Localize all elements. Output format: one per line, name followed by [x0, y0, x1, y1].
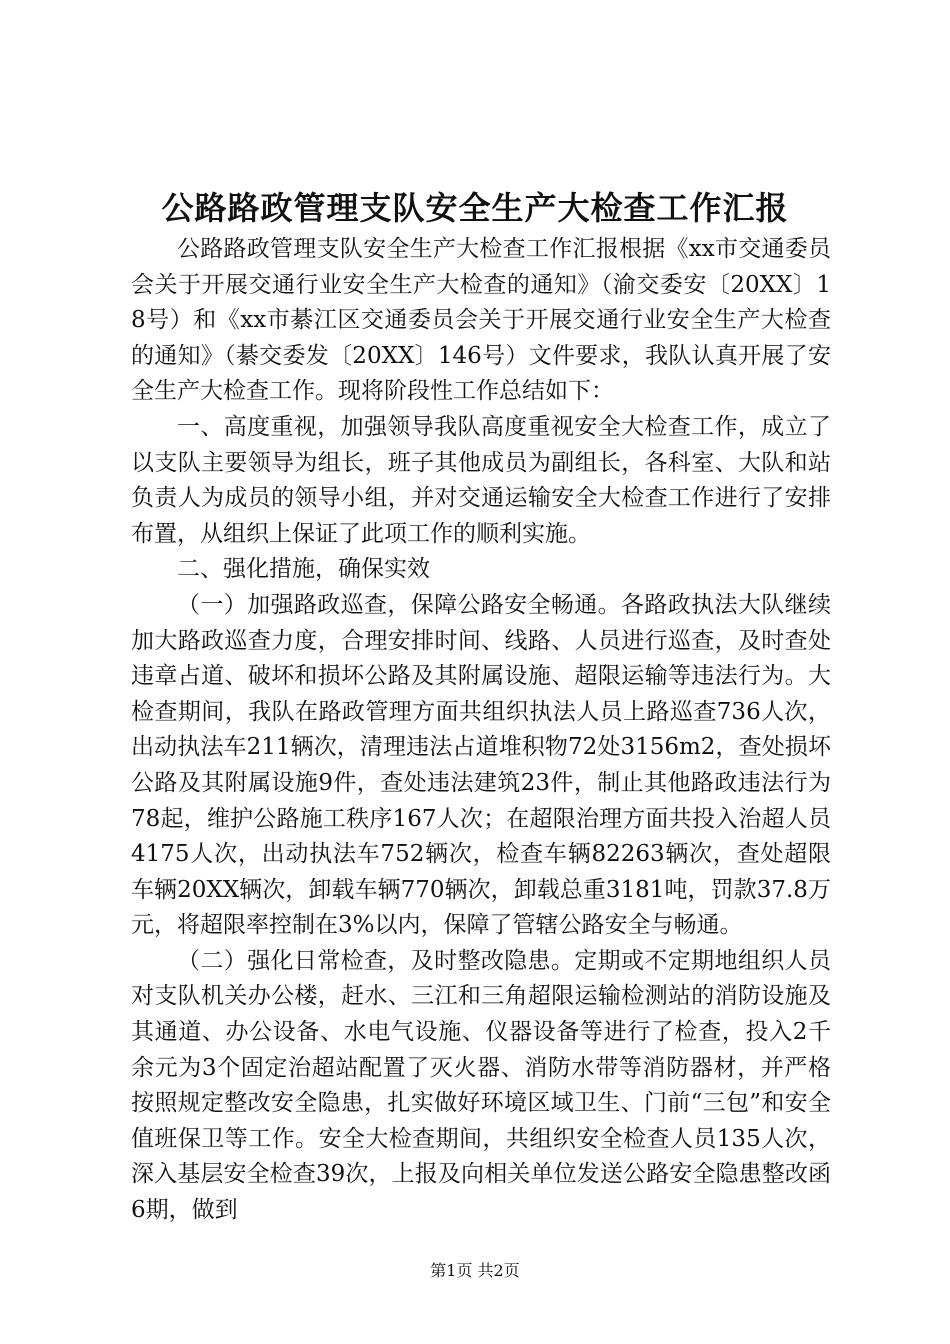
document-title: 公路路政管理支队安全生产大检查工作汇报 — [161, 189, 789, 227]
paragraph-section-2-heading: 二、强化措施，确保实效 — [177, 556, 430, 583]
document-body — [131, 232, 831, 1229]
paragraph-intro: 公路路政管理支队安全生产大检查工作汇报根据《xx市交通委员会关于开展交通行业安全生产大检查的通知》（渝交委安〔20XX〕18号）和《xx市綦江区交通委员会关于开展交通行业安全生产大检查的通知》（綦交委发〔20XX〕146号）文件要求，我队认真开展了安全生产大检查工作。现将阶段性工作总结如下： — [131, 236, 831, 405]
paragraph-subsection-2: （二）强化日常检查，及时整改隐患。定期或不定期地组织人员对支队机关办公楼，赶水、三江和三角超限运输检测站的消防设施及其通道、办公设备、水电气设施、仪器设备等进行了检查，投入2千余元为3个固定治超站配置了灭火器、消防水带等消防器材，并严格按照规定整改安全隐患，扎实做好环境区域卫生、门前“三包”和安全值班保卫等工作。安全大检查期间，共组织安全检查人员135人次，深入基层安全检查39次，上报及向相关单位发送公路安全隐患整改函6期，做到 — [131, 947, 831, 1224]
paragraph-section-1: 一、高度重视，加强领导我队高度重视安全大检查工作，成立了以支队主要领导为组长，班子其他成员为副组长，各科室、大队和站负责人为成员的领导小组，并对交通运输安全大检查工作进行了安排布置，从组织上保证了此项工作的顺利实施。 — [131, 413, 831, 547]
paragraph-subsection-1: （一）加强路政巡查，保障公路安全畅通。各路政执法大队继续加大路政巡查力度，合理安排时间、线路、人员进行巡查，及时查处违章占道、破坏和损坏公路及其附属设施、超限运输等违法行为。大检查期间，我队在路政管理方面共组织执法人员上路巡查736人次，出动执法车211辆次，清理违法占道堆积物72处3156m2，查处损坏公路及其附属设施9件，查处违法建筑23件，制止其他路政违法行为78起，维护公路施工秩序167人次；在超限治理方面共投入治超人员4175人次，出动执法车752辆次，检查车辆82263辆次，查处超限车辆20XX辆次，卸载车辆770辆次，卸载总重3181吨，罚款37.8万元，将超限率控制在3%以内，保障了管辖公路安全与畅通。 — [131, 591, 831, 939]
page-number-footer: 第1页 共2页 — [430, 1261, 520, 1280]
